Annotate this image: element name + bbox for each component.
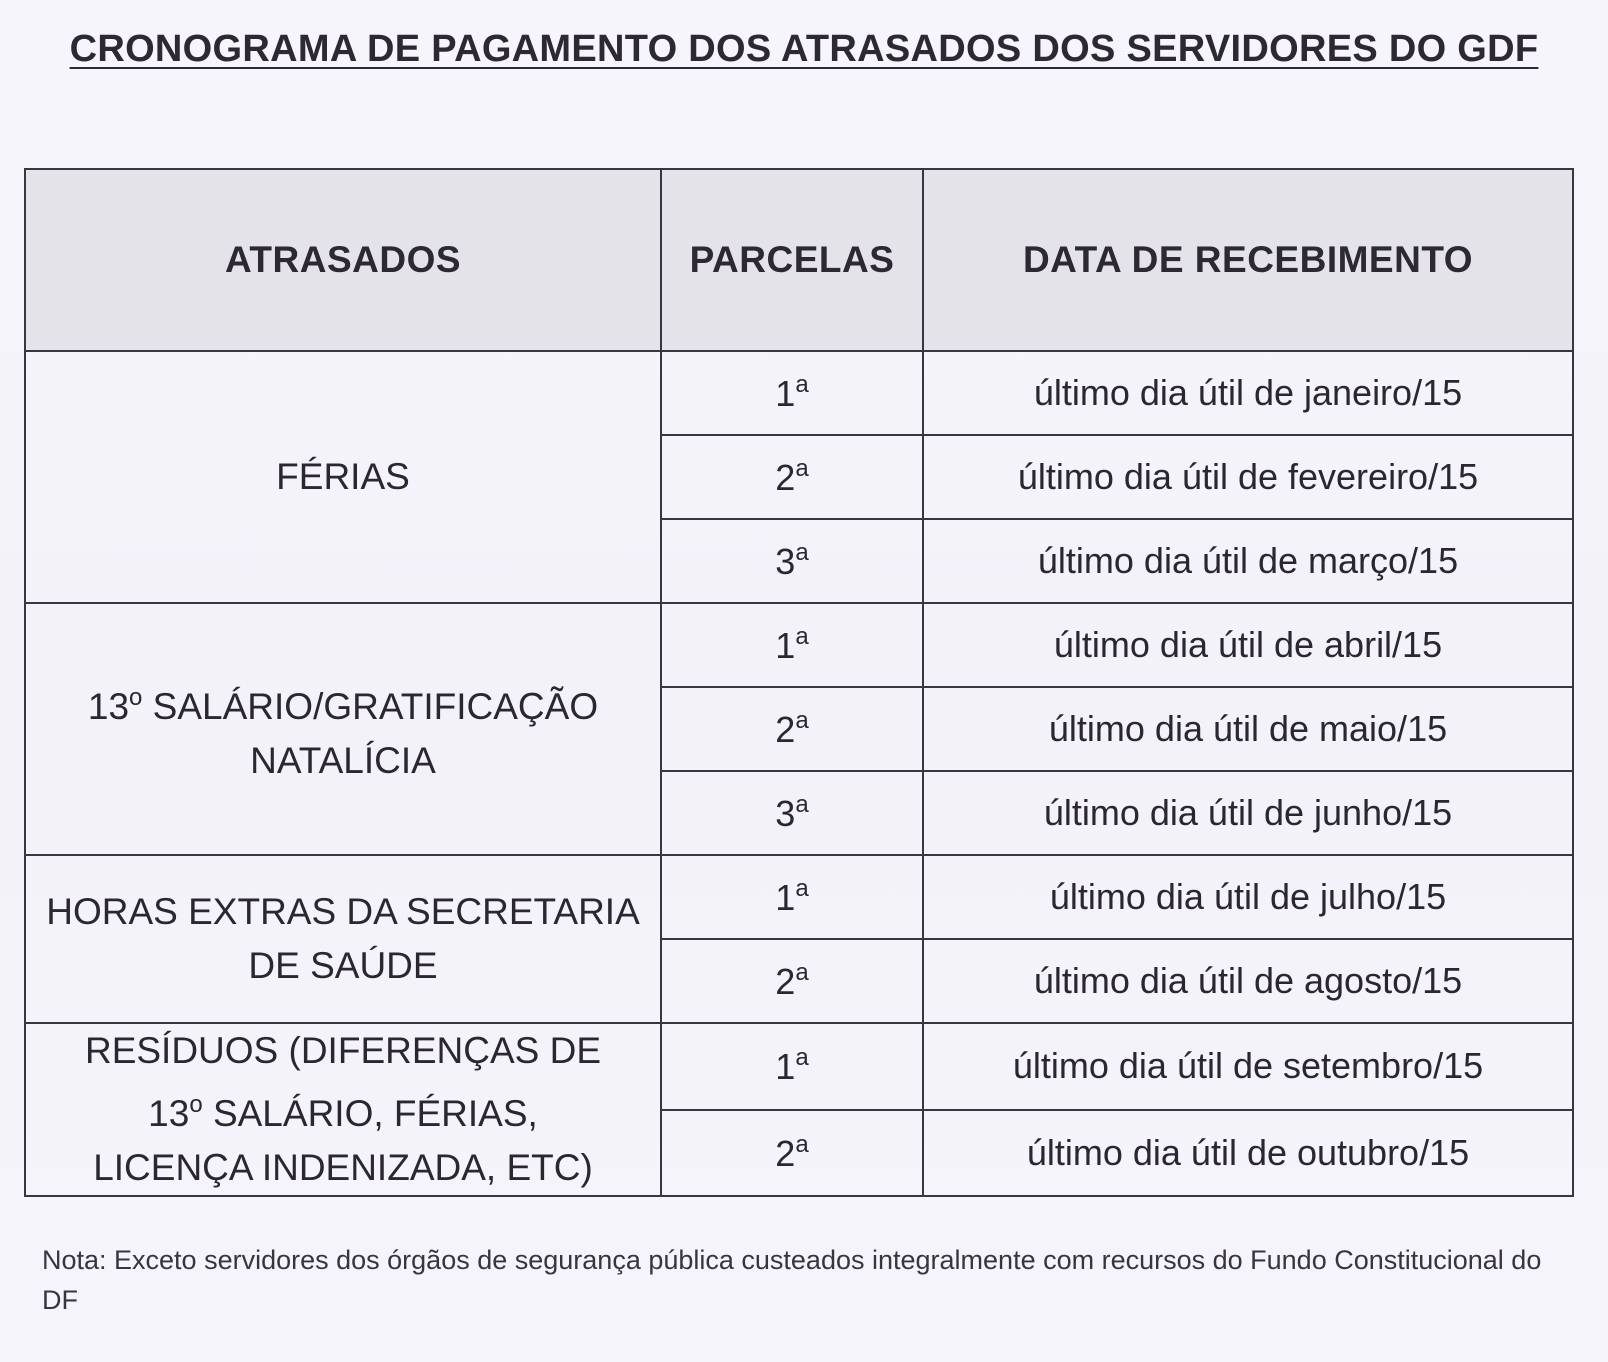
parcel-cell: 3$^a$ xyxy=(661,519,923,603)
table-row xyxy=(25,351,1573,435)
parcel-cell: 3$^a$ xyxy=(661,771,923,855)
date-cell: último dia útil de março/15 xyxy=(923,519,1573,603)
table-header-row xyxy=(25,169,1573,351)
category-residuos-line2: 13$^o$ SALÁRIO, FÉRIAS, xyxy=(148,1091,538,1134)
date-cell: último dia útil de agosto/15 xyxy=(923,939,1573,1023)
date-cell: último dia útil de junho/15 xyxy=(923,771,1573,855)
parcel-cell: 1$^a$ xyxy=(661,1023,923,1110)
category-residuos-line3: LICENÇA INDENIZADA, ETC) xyxy=(93,1147,593,1188)
parcel-cell: 2$^a$ xyxy=(661,687,923,771)
table-row xyxy=(25,855,1573,939)
date-cell: último dia útil de janeiro/15 xyxy=(923,351,1573,435)
header-atrasados: ATRASADOS xyxy=(25,169,661,351)
table-row xyxy=(25,603,1573,687)
date-cell: último dia útil de maio/15 xyxy=(923,687,1573,771)
parcel-cell: 2$^a$ xyxy=(661,939,923,1023)
date-cell: último dia útil de setembro/15 xyxy=(923,1023,1573,1110)
parcel-cell: 1$^a$ xyxy=(661,855,923,939)
category-ferias: FÉRIAS xyxy=(25,351,661,603)
parcel-cell: 1$^a$ xyxy=(661,351,923,435)
footnote: Nota: Exceto servidores dos órgãos de segurança pública custeados integralmente com recursos do Fundo Constitucional do DF xyxy=(42,1245,1542,1315)
date-cell: último dia útil de outubro/15 xyxy=(923,1110,1573,1197)
category-horas-extras: HORAS EXTRAS DA SECRETARIA DE SAÚDE xyxy=(25,855,661,1023)
header-data-recebimento: DATA DE RECEBIMENTO xyxy=(923,169,1573,351)
date-cell: último dia útil de fevereiro/15 xyxy=(923,435,1573,519)
parcel-cell: 2$^a$ xyxy=(661,435,923,519)
category-residuos xyxy=(25,1023,661,1196)
payment-schedule-table xyxy=(24,168,1574,1197)
header-parcelas: PARCELAS xyxy=(661,169,923,351)
date-cell: último dia útil de julho/15 xyxy=(923,855,1573,939)
category-residuos-line1: RESÍDUOS (DIFERENÇAS DE xyxy=(84,1030,601,1071)
table-row xyxy=(25,1023,1573,1110)
category-13-salario: 13$^o$ SALÁRIO/GRATIFICAÇÃO NATALÍCIA xyxy=(25,603,661,855)
page-title: CRONOGRAMA DE PAGAMENTO DOS ATRASADOS DOS SERVIDORES DO GDF xyxy=(69,28,1539,70)
date-cell: último dia útil de abril/15 xyxy=(923,603,1573,687)
parcel-cell: 2$^a$ xyxy=(661,1110,923,1197)
parcel-cell: 1$^a$ xyxy=(661,603,923,687)
